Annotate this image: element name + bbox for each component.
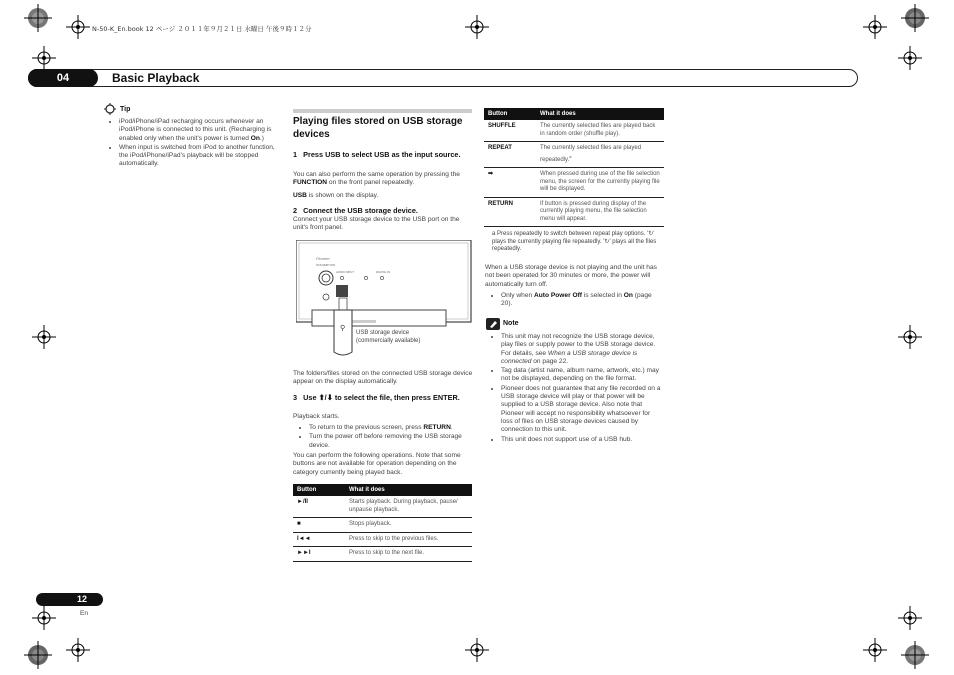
list-item: • Only when Auto Power Off is selected in On (page 20). [501, 292, 661, 309]
crosshair-mark [863, 15, 887, 39]
table-header: What it does [345, 484, 472, 496]
crosshair-mark [66, 638, 90, 662]
registration-mark-bottom-left [24, 641, 52, 669]
table-cell: Press to skip to the previous files. [345, 532, 472, 547]
step-1: 1 Press USB to select USB as the input source. [293, 150, 461, 159]
table-header-row [293, 484, 472, 496]
table-row [484, 168, 664, 198]
device-digital-label: DIGITAL IN [376, 270, 391, 274]
table-header-row [484, 108, 664, 120]
note-label: Note [503, 320, 519, 327]
registration-mark-top-right [901, 4, 929, 32]
step-1-body: You can also perform the same operation by pressing the FUNCTION on the front panel repeatedly. [293, 171, 460, 187]
crosshair-mark [32, 46, 56, 70]
device-input-label: AUDIO INPUT [336, 270, 355, 274]
svg-text:⚲: ⚲ [340, 324, 346, 332]
step-3: 3 Use ⬆/⬇ to select the file, then press ENTER. [293, 393, 460, 402]
registration-mark-top-left [24, 4, 52, 32]
table-cell: RETURN [484, 197, 536, 227]
table-footnote: a Press repeatedly to switch between repeat play options. '↻' plays the currently playing file repeatedly. '↻' plays all the files repeatedly. [492, 231, 657, 253]
table-row [293, 496, 472, 518]
crosshair-mark [32, 606, 56, 630]
chapter-number: 04 [28, 69, 98, 87]
after-figure-text: The folders/files stored on the connected USB storage device appear on the display automatically. [293, 370, 473, 386]
table-row [484, 197, 664, 227]
list-item: • Turn the power off before removing the USB storage device. [309, 433, 469, 450]
table-row [484, 142, 664, 168]
table-cell: ➡ [484, 168, 536, 198]
table-cell: Stops playback. [345, 518, 472, 533]
auto-off-text: When a USB storage device is not playing and the unit has not been operated for 30 minutes or more, the power will automatically turn off. [485, 264, 657, 288]
table-row [293, 532, 472, 547]
table-cell: If button is pressed during display of the currently playing menu, the file selection menu will appear. [536, 197, 664, 227]
section-rule [293, 109, 472, 113]
table-cell: I◄◄ [293, 532, 345, 547]
crosshair-mark [898, 325, 922, 349]
step-1-note: USB is shown on the display. [293, 192, 379, 199]
crosshair-mark [32, 325, 56, 349]
step-3-body: Playback starts. [293, 413, 340, 420]
auto-off-bullet [491, 292, 661, 310]
crosshair-mark [898, 606, 922, 630]
tip-icon [104, 103, 116, 115]
note-icon [486, 318, 500, 330]
list-item: • When input is switched from iPod to another function, the iPod/iPhone/iPad's playback will be stopped automatically. [119, 144, 281, 169]
list-item: • iPod/iPhone/iPad recharging occurs whenever an iPod/iPhone is connected to this unit. (Recharging is enabled only when the unit's power is turned On.) [119, 118, 281, 143]
crosshair-mark [863, 638, 887, 662]
device-brand-label: Pioneer [316, 256, 330, 261]
table-row [293, 547, 472, 562]
list-item: • This unit does not support use of a USB hub. [501, 436, 663, 444]
table-header: What it does [536, 108, 664, 120]
table-header: Button [484, 108, 536, 120]
table-cell: The currently selected files are played repeatedly.$^a$ [536, 142, 664, 168]
crosshair-mark [66, 15, 90, 39]
step-2: 2 Connect the USB storage device. [293, 206, 418, 215]
crosshair-mark [465, 638, 489, 662]
table-header: Button [293, 484, 345, 496]
perform-text: You can perform the following operations. Note that some buttons are not available for operation depending on the category currently being played back. [293, 452, 461, 476]
tip-label: Tip [120, 106, 131, 113]
table-row [484, 120, 664, 142]
device-standby-label: STANDBY/ON [316, 263, 336, 267]
list-item: • This unit may not recognize the USB storage device, play files or supply power to the USB storage device. For details, see When a USB storage device is connected on page 22. [501, 333, 663, 366]
table-cell: REPEAT [484, 142, 536, 168]
note-list [491, 333, 663, 445]
crosshair-mark [898, 46, 922, 70]
table-cell: ►/II [293, 496, 345, 518]
page-number: 12 [36, 593, 103, 606]
section-title: Playing files stored on USB storage devices [293, 116, 463, 140]
step-3-bullets [299, 424, 469, 451]
chapter-title: Basic Playback [112, 71, 200, 85]
table-cell: Starts playback. During playback, pause/ unpause playback. [345, 496, 472, 518]
table-cell: When pressed during use of the file selection menu, the screen for the currently playing file will be displayed. [536, 168, 664, 198]
crosshair-mark [465, 15, 489, 39]
table-cell: ■ [293, 518, 345, 533]
file-header-line: N-50-K_En.book 12 ページ ２０１１年９月２１日 水曜日 午後９時１２分 [92, 25, 312, 33]
page-language: En [80, 610, 88, 617]
table-row [293, 518, 472, 533]
table-cell: SHUFFLE [484, 120, 536, 142]
playback-buttons-table [293, 484, 472, 562]
tip-list [109, 118, 281, 170]
figure-caption: USB storage device (commercially available) [356, 330, 421, 344]
registration-mark-bottom-right [901, 641, 929, 669]
function-buttons-table [484, 108, 664, 227]
table-cell: The currently selected files are played back in random order (shuffle play). [536, 120, 664, 142]
step-2-body: Connect your USB storage device to the USB port on the unit's front panel. [293, 216, 460, 232]
list-item: • Pioneer does not guarantee that any file recorded on a USB storage device will play or that power will be supplied to a USB storage device. Also note that Pioneer will accept no responsibility whatsoever for loss of files on USB storage devices caused by connection to this unit. [501, 385, 663, 435]
list-item: • To return to the previous screen, press RETURN. [309, 424, 469, 432]
table-cell: ►►I [293, 547, 345, 562]
table-cell: Press to skip to the next file. [345, 547, 472, 562]
list-item: • Tag data (artist name, album name, artwork, etc.) may not be displayed, depending on the file format. [501, 367, 663, 384]
